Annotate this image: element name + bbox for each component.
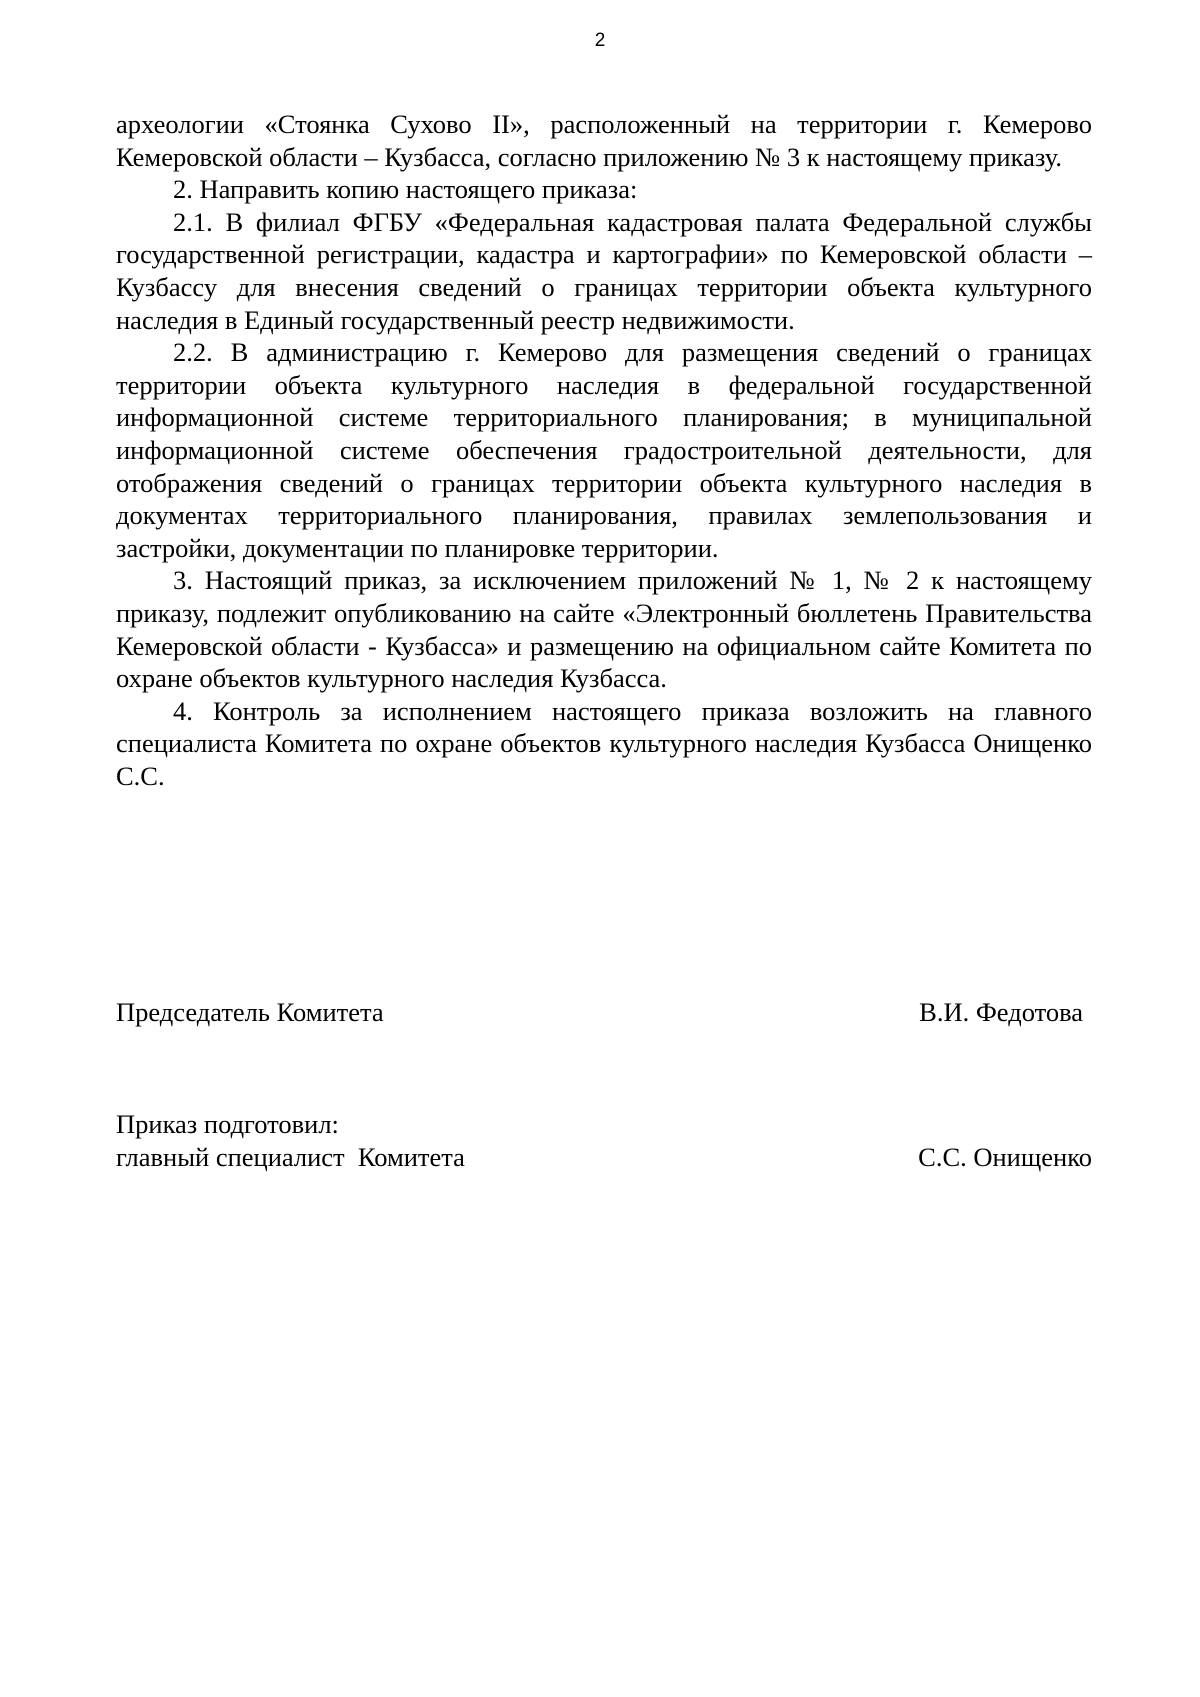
prepared-by-name: С.С. Онищенко: [918, 1141, 1092, 1172]
prepared-by-position: главный специалист Комитета: [116, 1141, 465, 1172]
paragraph-item-3: 3. Настоящий приказ, за исключением приложений № 1, № 2 к настоящему приказу, подлежит опубликованию на сайте «Электронный бюллетень Правительства Кемеровской области - Кузбасса» и размещению на официальном сайте Комитета по охране объектов культурного наследия Кузбасса.: [116, 565, 1092, 694]
paragraph-item-4: 4. Контроль за исполнением настоящего приказа возложить на главного специалиста Комитета по охране объектов культурного наследия Кузбасса Онищенко С.С.: [116, 695, 1092, 791]
chairman-signature-block: [116, 996, 1092, 1029]
chairman-position: Председатель Комитета: [116, 997, 384, 1027]
chairman-name: В.И. Федотова: [919, 997, 1083, 1027]
page-number: 2: [594, 30, 606, 51]
paragraph-item-2-1: 2.1. В филиал ФГБУ «Федеральная кадастровая палата Федеральной службы государственной регистрации, кадастра и картографии» по Кемеровской области – Кузбассу для внесения сведений о границах территории объекта культурного наследия в Единый государственный реестр недвижимости.: [116, 206, 1092, 335]
document-body: [116, 108, 1092, 792]
paragraph-item-2: 2. Направить копию настоящего приказа:: [173, 174, 638, 205]
prepared-by-caption: Приказ подготовил:: [116, 1109, 339, 1139]
paragraph-item-2-2: 2.2. В администрацию г. Кемерово для размещения сведений о границах территории объекта культурного наследия в федеральной государственной информационной системе территориального планирования; в муниципальной информационной системе обеспечения градостроительной деятельности, для отображения сведений о границах территории объекта культурного наследия в документах территориального планирования, правилах землепользования и застройки, документации по планировке территории.: [116, 337, 1092, 563]
prepared-by-block: [116, 1108, 1092, 1173]
paragraph-continuation: археологии «Стоянка Сухово II», расположенный на территории г. Кемерово Кемеровской области – Кузбасса, согласно приложению № 3 к настоящему приказу.: [116, 109, 1092, 172]
